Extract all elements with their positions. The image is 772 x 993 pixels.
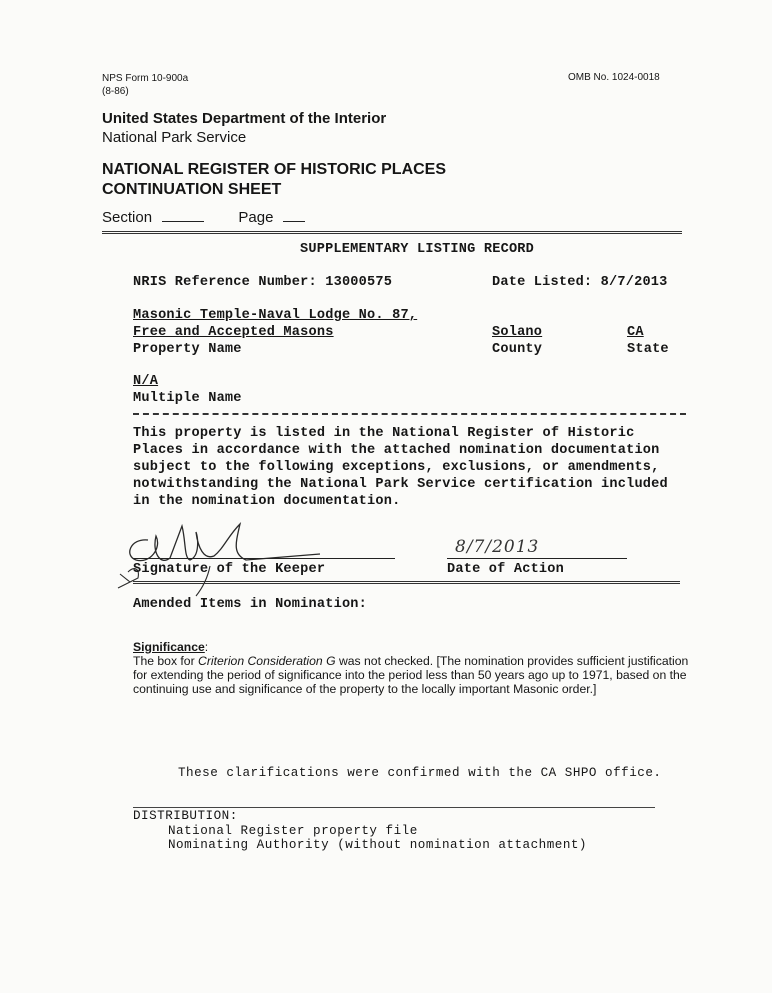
nris-label: NRIS Reference Number: (133, 275, 317, 290)
section-blank (162, 221, 204, 222)
date-listed-label: Date Listed: (492, 275, 593, 290)
dashed-rule (133, 413, 686, 415)
omb-number: OMB No. 1024-0018 (568, 72, 660, 83)
multiple-name-value: N/A (133, 374, 159, 389)
state-value: CA (627, 325, 644, 340)
significance-line-1: The box for Criterion Consideration G was not checked. [The nomination provides sufficient justification (133, 654, 689, 668)
date-of-action-label: Date of Action (447, 562, 565, 577)
significance-heading: Significance (133, 640, 205, 654)
distribution-item: National Register property file (168, 823, 418, 838)
property-name-label: Property Name (133, 342, 242, 357)
criterion-name: Criterion Consideration G (198, 654, 336, 668)
statement-line: This property is listed in the National Register of Historic (133, 426, 635, 441)
agency-block (102, 109, 386, 147)
header-double-rule (102, 231, 682, 236)
date-line (447, 558, 627, 559)
agency-name: National Park Service (102, 129, 247, 146)
distribution-rule (133, 807, 655, 808)
section-label: Section (102, 209, 153, 226)
significance-heading-row: Significance: (133, 640, 209, 654)
page-label: Page (238, 209, 274, 226)
form-title (102, 160, 446, 200)
page-blank (283, 221, 305, 222)
property-name-line-1: Masonic Temple-Naval Lodge No. 87, (133, 308, 418, 323)
significance-line-3: continuing use and significance of the property to the locally important Masonic order.] (133, 682, 597, 696)
nris-number: 13000575 (325, 275, 393, 290)
title-line-1: NATIONAL REGISTER OF HISTORIC PLACES (102, 161, 447, 178)
signature-line (133, 558, 395, 559)
amended-items-label: Amended Items in Nomination: (133, 597, 368, 612)
multiple-name-label: Multiple Name (133, 391, 242, 406)
date-listed-line (492, 275, 668, 290)
county-label: County (492, 342, 543, 357)
form-date: (8-86) (102, 86, 129, 97)
distribution-block (133, 809, 587, 853)
statement-line: notwithstanding the National Park Service certification included (133, 477, 668, 492)
record-heading: SUPPLEMENTARY LISTING RECORD (300, 242, 535, 257)
amended-double-rule (133, 581, 680, 586)
form-number: NPS Form 10-900a (102, 73, 189, 84)
action-date-handwritten: 8/7/2013 (455, 537, 540, 557)
clarification-note: These clarifications were confirmed with the CA SHPO office. (178, 766, 662, 780)
form-number-block (102, 72, 188, 98)
date-listed-value: 8/7/2013 (600, 275, 668, 290)
distribution-item: Nominating Authority (without nomination attachment) (168, 838, 587, 852)
statement-line: Places in accordance with the attached nomination documentation (133, 443, 660, 458)
significance-block (133, 640, 688, 696)
property-name-line-2: Free and Accepted Masons (133, 325, 334, 340)
statement-line: in the nomination documentation. (133, 494, 401, 509)
state-label: State (627, 342, 669, 357)
nris-line (133, 275, 392, 290)
section-page-line (102, 209, 305, 226)
distribution-label: DISTRIBUTION: (133, 809, 238, 823)
statement-line: subject to the following exceptions, exclusions, or amendments, (133, 460, 660, 475)
signature-label: Signature of the Keeper (133, 562, 326, 577)
county-value: Solano (492, 325, 543, 340)
listing-statement (133, 425, 668, 510)
title-line-2: CONTINUATION SHEET (102, 181, 282, 198)
significance-line-2: for extending the period of significance into the period less than 50 years ago up to 1971, based on the (133, 668, 687, 682)
department-name: United States Department of the Interior (102, 110, 387, 127)
